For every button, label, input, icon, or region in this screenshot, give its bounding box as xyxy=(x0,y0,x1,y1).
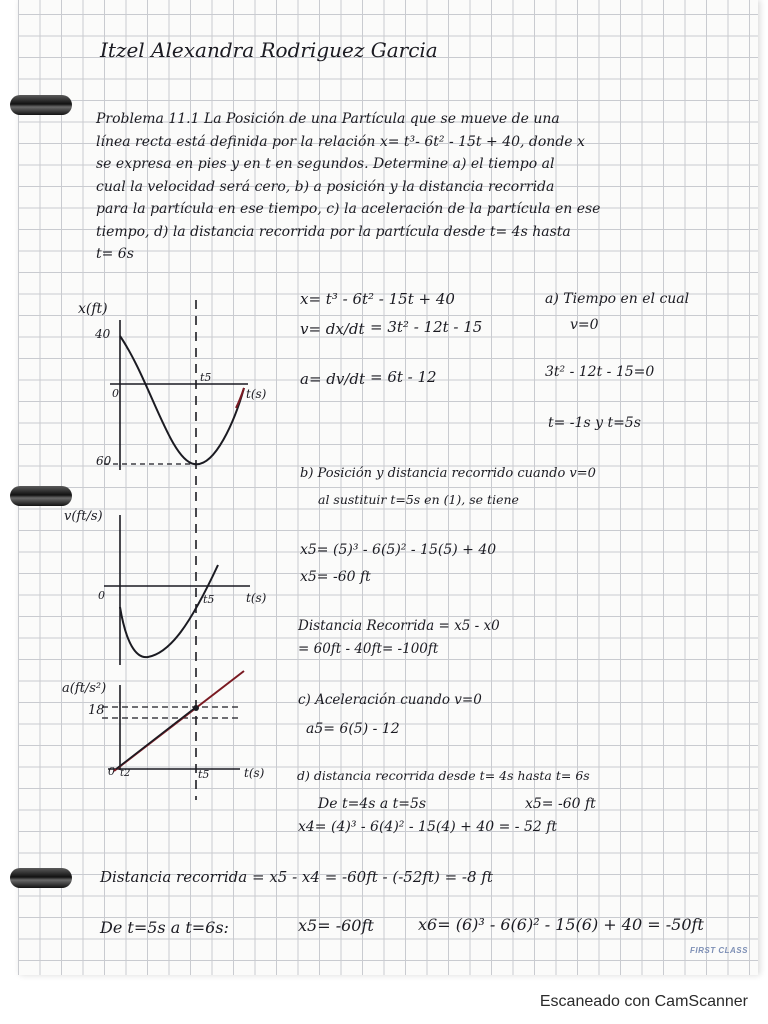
problem-line: tiempo, d) la distancia recorrida por la partícula desde t= 4s hasta xyxy=(96,223,571,240)
velocity-graph xyxy=(90,515,260,675)
problem-line: se expresa en pies y en t en segundos. Determine a) el tiempo al xyxy=(96,156,555,172)
binder-ring-bottom xyxy=(10,868,72,888)
problem-line: t= 6s xyxy=(96,246,134,262)
problem-line: cual la velocidad será cero, b) a posición y la distancia recorrida xyxy=(96,178,555,195)
binder-ring-middle xyxy=(10,486,72,506)
part-d-interval-2: De t=5s a t=6s: xyxy=(100,918,229,937)
problem-statement xyxy=(96,112,600,270)
acceleration-derivative: a= dv/dt xyxy=(300,370,366,388)
part-a-condition: v=0 xyxy=(570,317,599,333)
a-graph-y-mark: 18 xyxy=(88,703,105,718)
x-graph-y-min: 60 xyxy=(96,454,112,468)
a-graph-line-overlay xyxy=(116,707,196,769)
part-b-subtitle: al sustituir t=5s en (1), se tiene xyxy=(318,492,519,507)
part-a-equation: 3t² - 12t - 15=0 xyxy=(545,364,655,380)
position-graph xyxy=(90,320,260,490)
part-c-equation: a5= 6(5) - 12 xyxy=(306,721,400,737)
part-b-substitution: x5= (5)³ - 6(5)² - 15(5) + 40 xyxy=(300,542,497,558)
x-graph-y-top: 40 xyxy=(95,327,111,341)
part-d-x5-repeat: x5= -60ft xyxy=(298,916,374,935)
part-a-title: a) Tiempo en el cual xyxy=(545,291,690,307)
part-d-interval-1: De t=4s a t=5s xyxy=(318,796,427,812)
a-graph-y-zero: 0 xyxy=(108,765,115,778)
a-graph-ylabel: a(ft/s²) xyxy=(62,681,107,696)
x-graph-ylabel: x(ft) xyxy=(78,301,108,317)
v-graph-ylabel: v(ft/s) xyxy=(64,509,103,524)
position-equation: x= t³ - 6t² - 15t + 40 xyxy=(300,290,455,308)
part-d-x6: x6= (6)³ - 6(6)² - 15(6) + 40 = -50ft xyxy=(418,915,704,934)
part-b-distance-value: = 60ft - 40ft= -100ft xyxy=(298,641,439,657)
problem-line: línea recta está definida por la relación x= t³- 6t² - 15t + 40, donde x xyxy=(96,133,585,150)
part-b-distance-label: Distancia Recorrida = x5 - x0 xyxy=(298,618,500,634)
x-graph-curve-tail xyxy=(236,388,244,408)
x-graph-curve xyxy=(120,336,244,464)
binder-ring-top xyxy=(10,95,72,115)
notebook-brand: FIRST CLASS xyxy=(690,946,748,955)
acceleration-graph xyxy=(90,665,260,790)
x-graph-t-mark: t5 xyxy=(200,371,212,384)
part-d-x4: x4= (4)³ - 6(4)² - 15(4) + 40 = - 52 ft xyxy=(298,819,558,835)
t5-guide-line xyxy=(194,300,198,800)
velocity-equation: = 3t² - 12t - 15 xyxy=(370,318,483,336)
acceleration-equation: = 6t - 12 xyxy=(370,368,437,386)
part-d-distance-1: Distancia recorrida = x5 - x4 = -60ft - (-52ft) = -8 ft xyxy=(100,868,493,886)
problem-line: Problema 11.1 La Posición de una Partícula que se mueve de una xyxy=(96,111,560,127)
v-graph-t-axis: t(s) xyxy=(246,591,267,605)
x-graph-y-zero: 0 xyxy=(112,387,119,400)
v-graph-curve xyxy=(120,565,218,657)
part-b-title: b) Posición y distancia recorrido cuando v=0 xyxy=(300,466,596,481)
problem-line: para la partícula en ese tiempo, c) la aceleración de la partícula en ese xyxy=(96,201,601,217)
student-name: Itzel Alexandra Rodriguez Garcia xyxy=(100,38,438,62)
part-d-x5: x5= -60 ft xyxy=(525,796,596,812)
part-b-position: x5= -60 ft xyxy=(300,569,371,585)
v-graph-y-zero: 0 xyxy=(98,589,105,602)
a-graph-t-mark: t5 xyxy=(198,768,210,781)
a-graph-t-axis: t(s) xyxy=(244,766,265,780)
a-graph-t-start: t2 xyxy=(120,768,131,779)
part-d-title: d) distancia recorrida desde t= 4s hasta t= 6s xyxy=(297,768,590,783)
part-a-result: t= -1s y t=5s xyxy=(548,415,641,431)
v-graph-t-mark: t5 xyxy=(203,593,215,606)
part-c-title: c) Aceleración cuando v=0 xyxy=(298,692,482,708)
scanner-watermark: Escaneado con CamScanner xyxy=(539,993,748,1010)
x-graph-t-axis: t(s) xyxy=(246,387,267,401)
velocity-derivative: v= dx/dt xyxy=(300,320,365,338)
